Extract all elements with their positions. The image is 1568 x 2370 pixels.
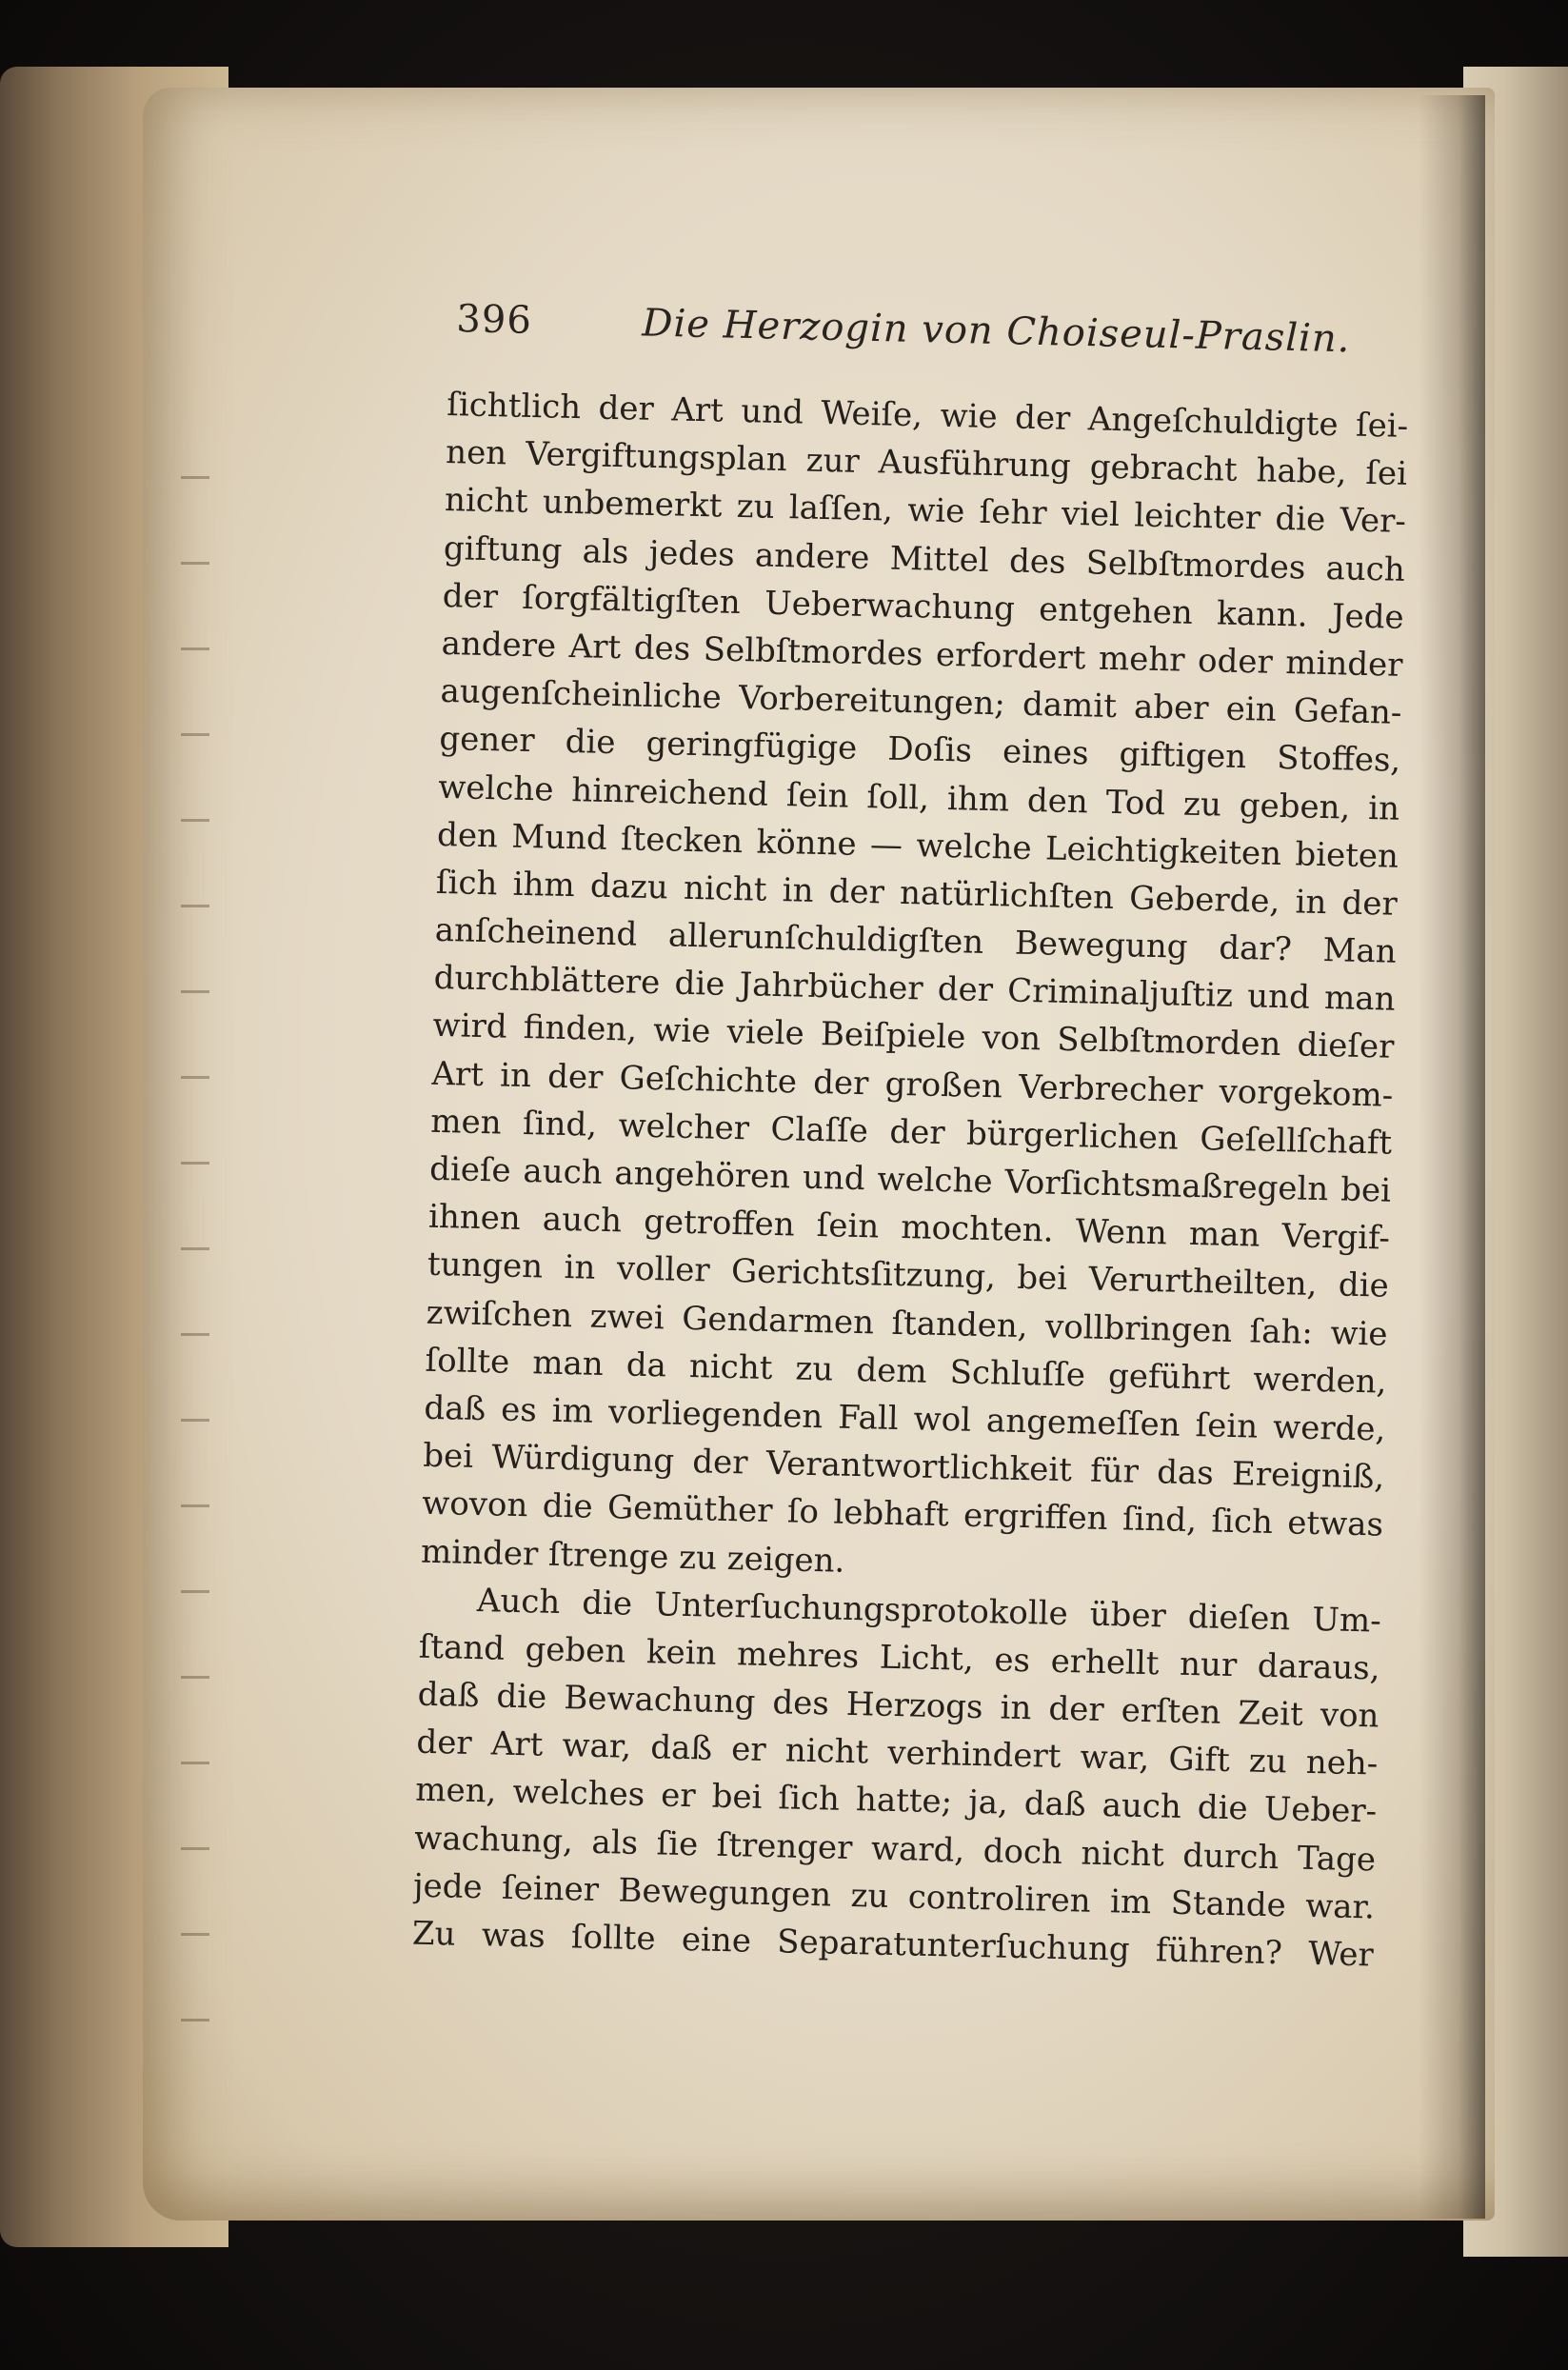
text-line: bei Würdigung der Verantwortlichkeit für das Ereigniß, [422, 1436, 1385, 1497]
text-line: Zu was ſollte eine Separatunterſuchung führen? Wer [411, 1914, 1375, 1975]
text-line: wird finden, wie viele Beiſpiele von Selbſtmorden dieſer [432, 1006, 1395, 1067]
text-line: daß die Bewachung des Herzogs in der erſten Zeit von [417, 1675, 1379, 1736]
text-line: giftung als jedes andere Mittel des Selbſtmordes auch [443, 528, 1406, 589]
text-line: ſollte man da nicht zu dem Schluſſe geführt werden, [425, 1341, 1387, 1402]
text-line: ihnen auch getroffen ſein mochten. Wenn man Vergif- [427, 1197, 1391, 1258]
text-line: den Mund ſtecken könne — welche Leichtigkeiten bieten [436, 815, 1399, 876]
text-line: nicht unbemerkt zu laſſen, wie ſehr viel leichter die Ver- [444, 481, 1407, 542]
page-edge-wear [181, 476, 209, 2095]
text-line: der Art war, daß er nicht verhindert war, Gift zu neh- [416, 1723, 1379, 1783]
text-line: zwiſchen zwei Gendarmen ſtanden, vollbringen ſah: wie [426, 1293, 1388, 1354]
text-line: dieſe auch angehören und welche Vorſichtsmaßregeln bei [428, 1149, 1392, 1210]
text-line: ſtand geben kein mehres Licht, es erhellt nur daraus, [418, 1627, 1381, 1688]
text-line: wachung, als ſie ſtrenger ward, doch nicht durch Tage [413, 1819, 1377, 1880]
text-line: nen Vergiftungsplan zur Ausführung gebracht habe, ſei [445, 433, 1408, 494]
text-line: welche hinreichend ſein ſoll, ihm den Tod zu geben, in [437, 767, 1400, 828]
body-text [411, 381, 1408, 1980]
text-line: daß es im vorliegenden Fall wol angemeſſen ſein werde, [424, 1388, 1386, 1449]
text-line: wovon die Gemüther ſo lebhaft ergriffen ſind, ſich etwas [421, 1484, 1384, 1544]
text-line: durchblättere die Jahrbücher der Criminaljuſtiz und man [433, 959, 1396, 1019]
spine-shadow [1419, 95, 1485, 2219]
page-number: 396 [455, 297, 533, 343]
text-line-paragraph-end: minder ſtrenge zu zeigen. [420, 1532, 845, 1581]
text-line: der ſorgfältigſten Ueberwachung entgehen kann. Jede [442, 576, 1405, 637]
text-line: augenſcheinliche Vorbereitungen; damit aber ein Gefan- [440, 672, 1402, 732]
text-line: tungen in voller Gerichtsſitzung, bei Verurtheilten, die [427, 1245, 1390, 1306]
text-line: jede ſeiner Bewegungen zu controliren im Stande war. [412, 1866, 1376, 1927]
text-line: ſich ihm dazu nicht in der natürlichſten Geberde, in der [435, 863, 1399, 924]
text-line: Art in der Geſchichte der großen Verbrecher vorgekom- [431, 1054, 1394, 1115]
text-line: men ſind, welcher Claſſe der bürgerlichen Geſellſchaft [429, 1102, 1393, 1163]
text-line-paragraph-start: Auch die Unterſuchungsprotokolle über dieſen Um- [476, 1581, 1382, 1641]
text-line: anſcheinend allerunſchuldigſten Bewegung dar? Man [434, 910, 1398, 971]
text-line: andere Art des Selbſtmordes erfordert mehr oder minder [441, 624, 1403, 685]
text-line: men, welches er bei ſich hatte; ja, daß auch die Ueber- [414, 1771, 1378, 1831]
text-line: ſichtlich der Art und Weiſe, wie der Angeſchuldigte ſei- [446, 385, 1409, 446]
text-line: gener die geringfügige Doſis eines giftigen Stoffes, [439, 720, 1401, 781]
running-title: Die Herzogin von Choiseul-Praslin. [641, 301, 1351, 362]
